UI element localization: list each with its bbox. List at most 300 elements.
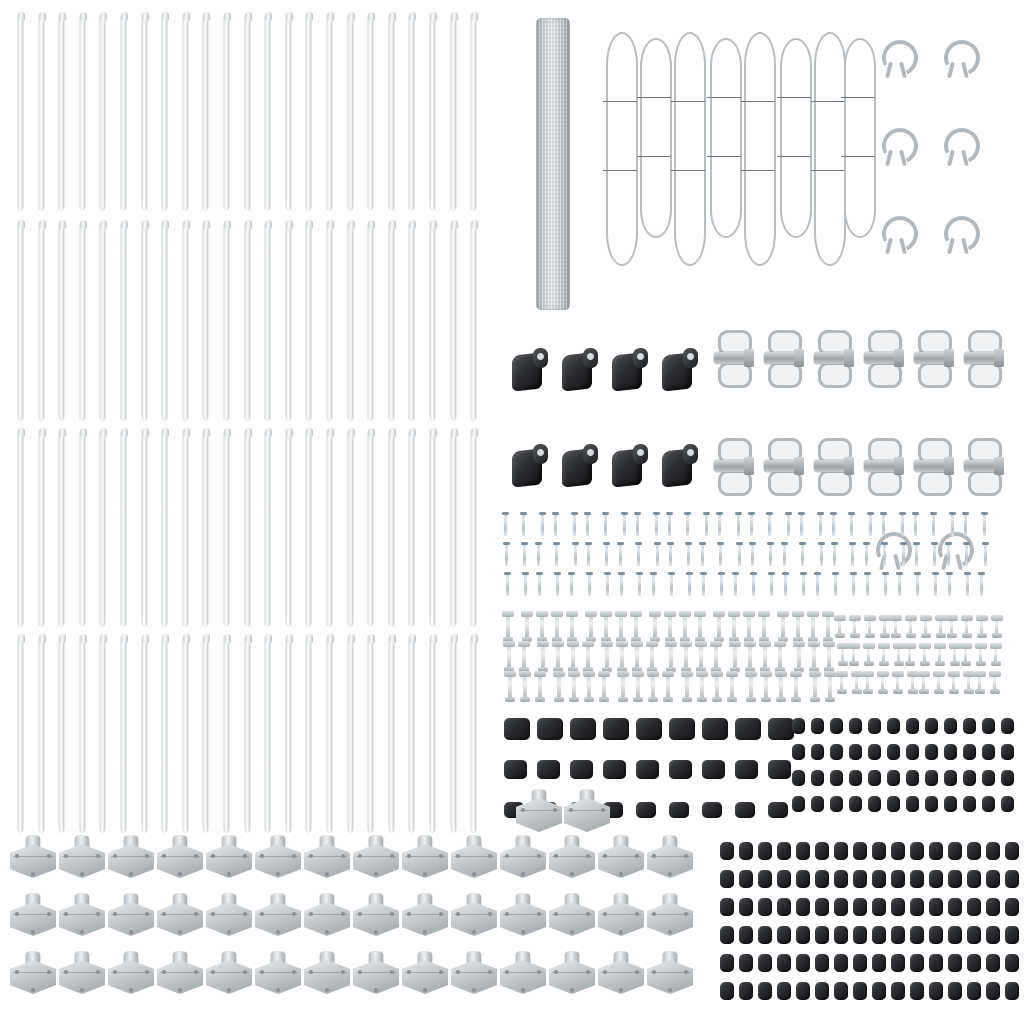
base-hole — [586, 854, 590, 858]
base-hole — [358, 912, 362, 916]
screw — [604, 512, 607, 536]
base-hole — [325, 988, 329, 992]
tube-clamp — [912, 330, 952, 388]
base-hole — [243, 970, 247, 974]
rubber-pad-small — [891, 926, 905, 944]
clip-ring — [880, 212, 914, 254]
base-hole — [341, 854, 345, 858]
screw — [554, 512, 557, 536]
bolt — [813, 674, 817, 700]
screw — [951, 512, 954, 536]
pole-cap — [80, 634, 87, 643]
wire-coils-group — [606, 32, 866, 282]
base-hole — [162, 912, 166, 916]
pole-cap — [245, 634, 252, 643]
pole — [39, 222, 44, 420]
rubber-pad-small — [967, 870, 981, 888]
rubber-pad-small — [910, 954, 924, 972]
screw — [932, 512, 935, 536]
base-hole — [619, 872, 623, 876]
bolt — [762, 614, 766, 640]
screw — [734, 572, 737, 596]
clip-ring-body — [939, 211, 985, 257]
base-hole — [537, 854, 541, 858]
base-plate — [500, 836, 546, 880]
pole-cap — [368, 12, 375, 21]
screw — [783, 542, 786, 566]
pole-cap — [327, 634, 334, 643]
wire-coil — [640, 38, 668, 234]
pole — [389, 222, 394, 420]
pole-cap — [142, 634, 149, 643]
base-plate-body — [516, 798, 562, 832]
pole-cap — [80, 12, 87, 21]
clamp-bolt — [714, 352, 750, 364]
coil-tie — [777, 97, 811, 98]
base-hole — [635, 854, 639, 858]
rubber-pad-small — [982, 796, 995, 812]
pole-cap — [286, 12, 293, 21]
screw — [506, 572, 509, 596]
pole-cap — [39, 428, 46, 437]
base-hole — [619, 988, 623, 992]
bolt-small — [937, 674, 940, 692]
screw — [522, 512, 525, 536]
rubber-pad-small — [720, 842, 734, 860]
bolt — [620, 644, 624, 670]
pole-cap — [451, 634, 458, 643]
base-hole — [505, 912, 509, 916]
bolt — [668, 614, 672, 640]
pole — [183, 430, 188, 626]
pole-cap — [18, 634, 25, 643]
rubber-pad-small — [1005, 954, 1019, 972]
cap-hole — [637, 353, 644, 360]
screw — [834, 572, 837, 596]
bolt-small — [978, 674, 981, 692]
clamp-bolt — [914, 460, 950, 472]
base-plate — [402, 836, 448, 880]
rubber-pad-small — [777, 982, 791, 1000]
pole-cap — [306, 220, 313, 229]
pole — [265, 14, 270, 210]
rubber-pad-small — [967, 982, 981, 1000]
rubber-pad-small — [929, 926, 943, 944]
rubber-pad-small — [1005, 870, 1019, 888]
base-hole — [374, 872, 378, 876]
pole — [409, 430, 414, 626]
base-hole — [358, 854, 362, 858]
base-plate — [564, 790, 610, 834]
screw — [605, 542, 608, 566]
base-hole — [603, 854, 607, 858]
base-hole — [456, 854, 460, 858]
base-hole — [668, 872, 672, 876]
rubber-pad-small — [948, 954, 962, 972]
rubber-pad-small — [906, 770, 919, 786]
pole — [224, 222, 229, 420]
clamps-group — [712, 330, 1012, 500]
pole-cap — [430, 634, 437, 643]
rubber-pad-small — [925, 744, 938, 760]
screw — [623, 512, 626, 536]
rubber-pad-small — [967, 842, 981, 860]
base-hole — [635, 970, 639, 974]
base-hole — [456, 970, 460, 974]
pole — [59, 222, 64, 420]
pole — [348, 14, 353, 210]
base-hole — [652, 912, 656, 916]
coil-loop — [844, 38, 876, 238]
cap-tab — [683, 444, 698, 464]
pole-cap — [286, 634, 293, 643]
base-hole — [554, 854, 558, 858]
wire-coil — [606, 32, 634, 262]
clamp-bolt — [864, 460, 900, 472]
pole-cap — [224, 220, 231, 229]
pole-cap — [224, 634, 231, 643]
screw — [670, 572, 673, 596]
tube-clamp — [912, 438, 952, 496]
bolt-small — [841, 646, 844, 664]
pole — [327, 14, 332, 210]
rubber-pad-small — [872, 982, 886, 1000]
screw — [638, 572, 641, 596]
rubber-pad-small — [868, 770, 881, 786]
clip-ring-body — [939, 35, 985, 81]
base-hole — [96, 854, 100, 858]
screw — [719, 542, 722, 566]
screw — [738, 542, 741, 566]
pole-cap — [286, 428, 293, 437]
bolt — [507, 644, 511, 670]
bolt-small — [894, 618, 897, 636]
base-plate — [402, 894, 448, 938]
base-hole — [684, 912, 688, 916]
screw — [718, 512, 721, 536]
screw — [637, 542, 640, 566]
rubber-pad-small — [796, 870, 810, 888]
pole — [183, 222, 188, 420]
rubber-pad-small — [948, 926, 962, 944]
screw — [656, 542, 659, 566]
pole — [286, 14, 291, 210]
bolt — [748, 644, 752, 670]
bolt — [717, 614, 721, 640]
coil-tie — [841, 97, 875, 98]
bolt — [684, 644, 688, 670]
base-hole — [80, 872, 84, 876]
screw — [966, 572, 969, 596]
base-plate — [451, 952, 497, 996]
bolt — [685, 674, 689, 700]
bolt-small — [980, 618, 983, 636]
screw — [688, 572, 691, 596]
base-plate — [451, 836, 497, 880]
bolt — [714, 644, 718, 670]
base-hole — [276, 872, 280, 876]
screw — [652, 572, 655, 596]
bolt — [781, 614, 785, 640]
base-hole — [145, 970, 149, 974]
bolt-small — [924, 618, 927, 636]
screw — [850, 512, 853, 536]
pole-cap — [471, 428, 478, 437]
screw — [916, 572, 919, 596]
base-plate — [157, 894, 203, 938]
screw — [705, 512, 708, 536]
pole-cap — [203, 428, 210, 437]
screw — [668, 512, 671, 536]
rubber-pad-small — [986, 926, 1000, 944]
rubber-pad-small — [834, 870, 848, 888]
bolt — [572, 674, 576, 700]
pole-cap — [265, 428, 272, 437]
pole-cap — [265, 634, 272, 643]
pole — [142, 14, 147, 210]
rubber-pad-small — [1005, 898, 1019, 916]
pole — [80, 430, 85, 626]
screw — [902, 542, 905, 566]
screws-group — [506, 512, 1010, 604]
screw — [865, 542, 868, 566]
base-hole — [570, 930, 574, 934]
pole-cap — [368, 220, 375, 229]
base-hole — [113, 912, 117, 916]
pole-cap — [80, 220, 87, 229]
screw — [784, 572, 787, 596]
bolt — [604, 614, 608, 640]
rubber-pad-small — [948, 898, 962, 916]
wire-coil — [844, 38, 872, 234]
coil-tie — [637, 156, 671, 157]
rubber-pad-small — [967, 926, 981, 944]
screw — [737, 512, 740, 536]
pole-cap — [327, 428, 334, 437]
base-hole — [358, 970, 362, 974]
rubber-pad-small — [891, 842, 905, 860]
screw — [884, 572, 887, 596]
pole-cap — [409, 634, 416, 643]
rubber-pad-small — [891, 898, 905, 916]
base-hole — [554, 970, 558, 974]
screw — [787, 512, 790, 536]
base-hole — [439, 970, 443, 974]
screw — [800, 512, 803, 536]
pole-cap — [39, 634, 46, 643]
bolt — [811, 614, 815, 640]
rubber-pad-large — [603, 760, 626, 779]
bolt — [669, 644, 673, 670]
coil-tie — [603, 101, 637, 102]
rubber-pad-small — [986, 842, 1000, 860]
base-plate — [108, 836, 154, 880]
screw — [832, 512, 835, 536]
bolt — [556, 644, 560, 670]
rubber-pad-large — [504, 760, 527, 779]
coil-tie — [637, 97, 671, 98]
bolt — [749, 674, 753, 700]
wire-coil — [710, 38, 738, 234]
pole-cap — [59, 220, 66, 229]
clamp-bolt — [964, 352, 1000, 364]
base-hole — [64, 854, 68, 858]
black-post-cap — [612, 444, 648, 488]
bolt — [538, 674, 542, 700]
base-plate — [549, 836, 595, 880]
pole-cap — [100, 220, 107, 229]
bolt-small — [883, 618, 886, 636]
black-post-cap — [662, 444, 698, 488]
bolt — [779, 674, 783, 700]
base-hole — [64, 970, 68, 974]
rubber-pad-large — [735, 760, 758, 779]
screw — [901, 512, 904, 536]
cap-tab — [633, 348, 648, 368]
coil-tie — [841, 156, 875, 157]
rubber-pad-small — [986, 982, 1000, 1000]
wire-coil — [744, 32, 772, 262]
tube-clamp — [862, 330, 902, 388]
pole-cap — [203, 12, 210, 21]
pole-cap — [368, 428, 375, 437]
rubber-pad-small — [853, 954, 867, 972]
base-hole — [227, 988, 231, 992]
pole — [327, 430, 332, 626]
pole — [368, 14, 373, 210]
base-hole — [162, 970, 166, 974]
bolt — [587, 674, 591, 700]
pole — [451, 430, 456, 626]
bolt-small — [909, 618, 912, 636]
bolt — [653, 614, 657, 640]
base-hole — [96, 912, 100, 916]
rubber-pad-small — [720, 954, 734, 972]
pole — [451, 14, 456, 210]
base-hole — [521, 930, 525, 934]
bolt — [730, 674, 734, 700]
base-hole — [423, 930, 427, 934]
base-plate — [549, 952, 595, 996]
base-hole — [96, 970, 100, 974]
bolt — [827, 644, 831, 670]
screw — [588, 572, 591, 596]
rubber-pad-small — [872, 870, 886, 888]
base-hole — [260, 912, 264, 916]
base-plate — [206, 836, 252, 880]
rubber-pad-small — [986, 898, 1000, 916]
bolt — [828, 674, 832, 700]
screw — [964, 512, 967, 536]
pole — [451, 222, 456, 420]
base-hole — [31, 988, 35, 992]
base-hole — [276, 930, 280, 934]
pole-cap — [203, 220, 210, 229]
base-hole — [407, 912, 411, 916]
screw — [933, 542, 936, 566]
cap-tab — [533, 444, 548, 464]
coil-tie — [741, 101, 775, 102]
base-plate — [157, 952, 203, 996]
base-hole — [178, 872, 182, 876]
pole-cap — [162, 428, 169, 437]
pole-cap — [306, 12, 313, 21]
pole — [306, 430, 311, 626]
pole-cap — [348, 12, 355, 21]
clamp-bolt — [864, 352, 900, 364]
rubber-pad-small — [811, 770, 824, 786]
coil-tie — [811, 170, 845, 171]
rubber-pad-small — [1005, 982, 1019, 1000]
rubber-pad-small — [929, 842, 943, 860]
black-post-cap — [612, 348, 648, 392]
bolt-small — [939, 618, 942, 636]
base-hole — [64, 912, 68, 916]
base-hole — [652, 854, 656, 858]
base-hole — [129, 988, 133, 992]
base-hole — [569, 808, 573, 812]
base-plates-group — [10, 790, 720, 1020]
rubber-pad-large — [768, 802, 788, 818]
pole-cap — [142, 12, 149, 21]
black-post-cap — [512, 444, 548, 488]
base-hole — [31, 872, 35, 876]
base-plate — [451, 894, 497, 938]
base-hole — [374, 988, 378, 992]
base-hole — [472, 988, 476, 992]
base-hole — [684, 970, 688, 974]
bolt — [747, 614, 751, 640]
bolt-small — [882, 646, 885, 664]
bolt-small — [952, 674, 955, 692]
base-hole — [15, 854, 19, 858]
clip-ring — [942, 212, 976, 254]
rubber-pad-small — [853, 898, 867, 916]
pole-cap — [348, 220, 355, 229]
cap-tab — [533, 348, 548, 368]
base-hole — [15, 912, 19, 916]
cap-hole — [587, 449, 594, 456]
rubber-pad-small — [929, 982, 943, 1000]
screw — [852, 572, 855, 596]
rubber-pad-small — [891, 870, 905, 888]
base-hole — [178, 988, 182, 992]
rubber-pad-small — [872, 926, 886, 944]
bolt-small — [838, 618, 841, 636]
coil-tie — [777, 156, 811, 157]
rubber-pad-large — [504, 718, 530, 740]
base-hole — [570, 988, 574, 992]
base-plate — [500, 894, 546, 938]
pole-cap — [451, 12, 458, 21]
rubber-pad-small — [834, 926, 848, 944]
rubber-pad-small — [720, 870, 734, 888]
bolt-small — [896, 674, 899, 692]
rubber-pad-small — [963, 744, 976, 760]
bolt-small — [995, 618, 998, 636]
screw — [655, 512, 658, 536]
pole — [306, 14, 311, 210]
base-hole — [47, 912, 51, 916]
clamp-bolt — [714, 460, 750, 472]
rubber-pad-small — [982, 718, 995, 734]
rubber-pad-small — [777, 898, 791, 916]
rubber-pad-large — [537, 760, 560, 779]
screw — [934, 572, 937, 596]
base-hole — [260, 970, 264, 974]
screw — [898, 572, 901, 596]
base-hole — [374, 930, 378, 934]
